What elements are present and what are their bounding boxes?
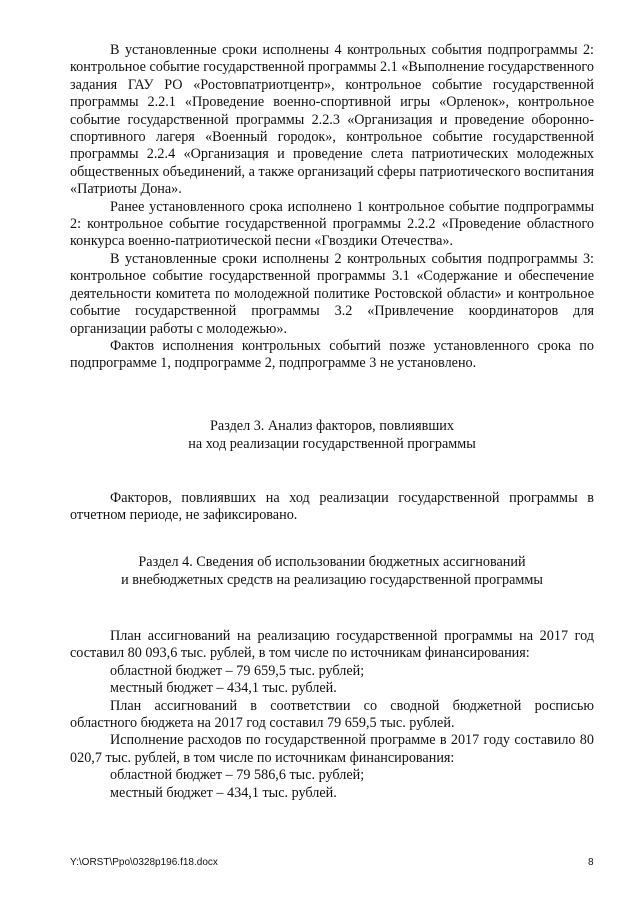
- section3-heading: [70, 417, 594, 453]
- paragraph: областной бюджет – 79 659,5 тыс. рублей;: [110, 662, 365, 679]
- section4-heading-line1: Раздел 4. Сведения об использовании бюджетных ассигнований: [138, 554, 526, 570]
- section2-text: [70, 42, 594, 373]
- footer-file-path: Y:\ORST\Ppo\0328p196.f18.docx: [70, 857, 218, 868]
- paragraph: местный бюджет – 434,1 тыс. рублей.: [110, 680, 337, 697]
- paragraph: Фактов исполнения контрольных событий позже установленного срока по подпрограмме 1, подпрограмме 2, подпрограмме 3 не установлено.: [70, 337, 594, 372]
- paragraph: местный бюджет – 434,1 тыс. рублей.: [110, 784, 337, 801]
- paragraph: Ранее установленного срока исполнено 1 контрольное событие подпрограммы 2: контрольное событие государственной программы 2.2.2 «Проведение областного конкурса военно-патриотической песни «Гвоздики Отечества».: [70, 198, 594, 250]
- paragraph: В установленные сроки исполнены 2 контрольных события подпрограммы 3: контрольное событие государственной программы 3.1 «Содержание и обеспечение деятельности комитета по молодежной политике Ростовской области» и контрольное событие государственной программы 3.2 «Привлечение координаторов для организации работы с молодежью».: [70, 250, 594, 337]
- section4-text: [70, 628, 594, 802]
- section3-text: [70, 490, 594, 525]
- section3-heading-line2: на ход реализации государственной программы: [188, 436, 476, 452]
- page-number: 8: [588, 857, 594, 868]
- paragraph: В установленные сроки исполнены 4 контрольных события подпрограммы 2: контрольное событие государственной программы 2.1 «Выполнение государственного задания ГАУ РО «Ростовпатриотцентр», контрольное событие государственной программы 2.2.1 «Проведение военно-спортивной игры «Орленок», контрольное событие государственной программы 2.2.3 «Организация и проведение оборонно-спортивного лагеря «Военный городок», контрольное событие государственной программы 2.2.4 «Организация и проведение слета патриотических молодежных общественных объединений, а также организаций сферы патриотического воспитания «Патриоты Дона».: [70, 42, 594, 198]
- paragraph: План ассигнований в соответствии со сводной бюджетной росписью областного бюджета на 2017 год составил 79 659,5 тыс. рублей.: [70, 697, 594, 732]
- paragraph: Исполнение расходов по государственной программе в 2017 году составило 80 020,7 тыс. рублей, в том числе по источникам финансирования:: [70, 732, 594, 766]
- paragraph: Факторов, повлиявших на ход реализации государственной программы в отчетном периоде, не зафиксировано.: [70, 490, 594, 524]
- section4-heading: [70, 553, 594, 589]
- section4-heading-line2: и внебюджетных средств на реализацию государственной программы: [121, 572, 543, 588]
- paragraph: План ассигнований на реализацию государственной программы на 2017 год составил 80 093,6 тыс. рублей, в том числе по источникам финансирования:: [70, 628, 594, 662]
- section3-heading-line1: Раздел 3. Анализ факторов, повлиявших: [210, 418, 454, 434]
- paragraph: областной бюджет – 79 586,6 тыс. рублей;: [110, 767, 365, 784]
